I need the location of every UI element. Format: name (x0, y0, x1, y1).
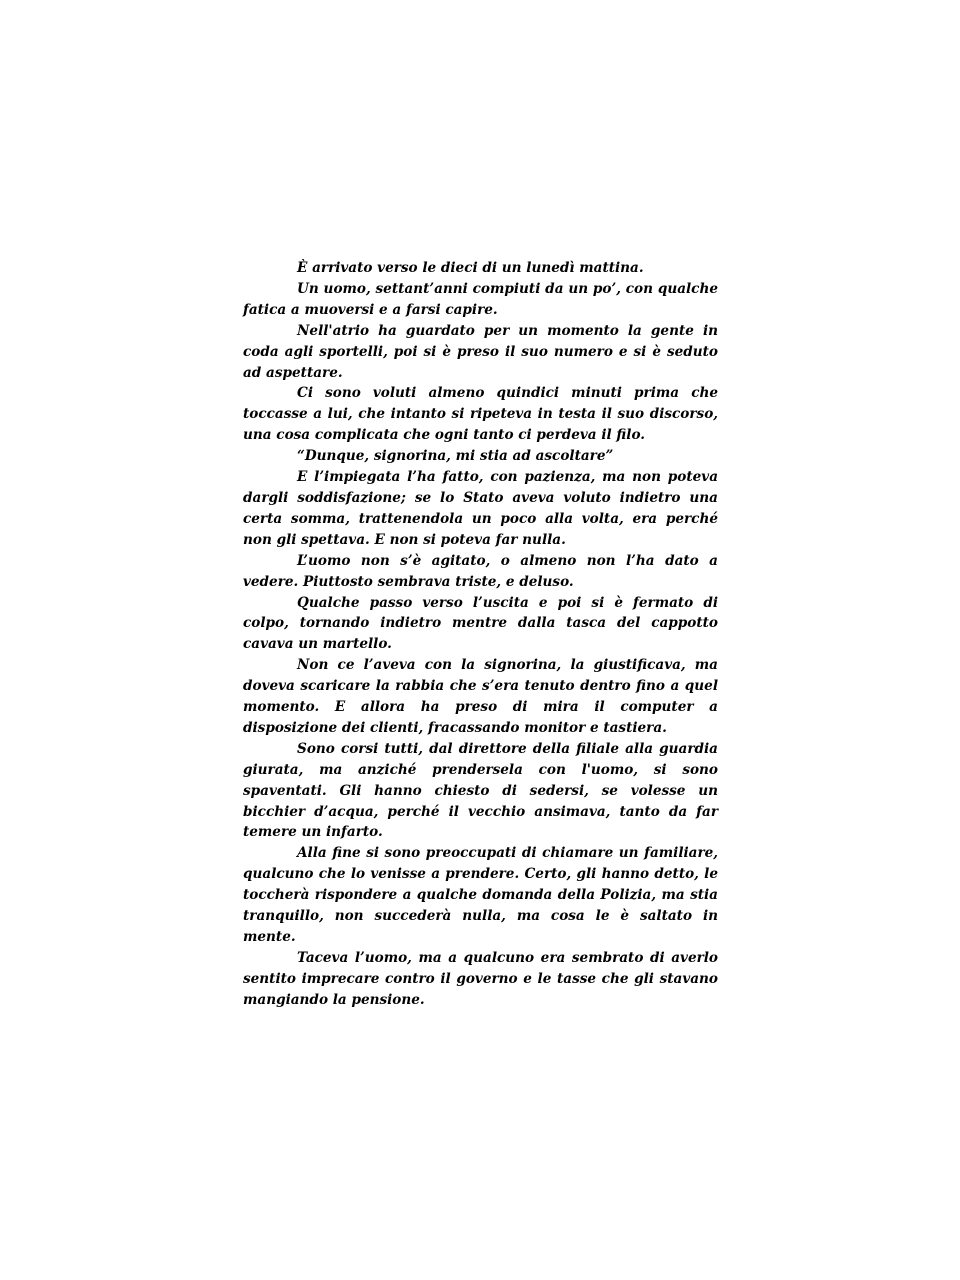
paragraph-11: Alla fine si sono preoccupati di chiamare un familiare, qualcuno che lo venisse a prendere. Certo, gli hanno detto, le toccherà rispondere a qualche domanda della Polizia, ma stia tranquillo, non succederà nulla, ma cosa le è saltato in mente. (243, 845, 718, 945)
paragraph-4: Ci sono voluti almeno quindici minuti prima che toccasse a lui, che intanto si ripeteva in testa il suo discorso, una cosa complicata che ogni tanto ci perdeva il filo. (243, 385, 718, 444)
paragraph-5-dialogue: “Dunque, signorina, mi stia ad ascoltare” (297, 448, 614, 465)
story-text (243, 258, 718, 1011)
paragraph-6: E l’impiegata l’ha fatto, con pazienza, ma non poteva dargli soddisfazione; se lo Stato aveva voluto indietro una certa somma, trattenendola un poco alla volta, era perché non gli spettava. E non si poteva far nulla. (243, 469, 718, 548)
paragraph-7: L’uomo non s’è agitato, o almeno non l’ha dato a vedere. Piuttosto sembrava triste, e deluso. (243, 552, 718, 590)
paragraph-10: Sono corsi tutti, dal direttore della filiale alla guardia giurata, ma anziché prendersela con l'uomo, si sono spaventati. Gli hanno chiesto di sedersi, se volesse un bicchier d’acqua, perché il vecchio ansimava, tanto da far temere un infarto. (243, 740, 718, 841)
paragraph-8: Qualche passo verso l’uscita e poi si è fermato di colpo, tornando indietro mentre dalla tasca del cappotto cavava un martello. (243, 594, 718, 653)
paragraph-12: Taceva l’uomo, ma a qualcuno era sembrato di averlo sentito imprecare contro il governo e le tasse che gli stavano mangiando la pensione. (243, 949, 718, 1008)
paragraph-9: Non ce l’aveva con la signorina, la giustificava, ma doveva scaricare la rabbia che s’era tenuto dentro fino a quel momento. E allora ha preso di mira il computer a disposizione dei clienti, fracassando monitor e tastiera. (243, 657, 718, 736)
paragraph-1: È arrivato verso le dieci di un lunedì mattina. (297, 260, 644, 276)
paragraph-2: Un uomo, settant’anni compiuti da un po’, con qualche fatica a muoversi e a farsi capire. (243, 280, 718, 318)
paragraph-3: Nell'atrio ha guardato per un momento la gente in coda agli sportelli, poi si è preso il suo numero e si è seduto ad aspettare. (243, 322, 718, 381)
